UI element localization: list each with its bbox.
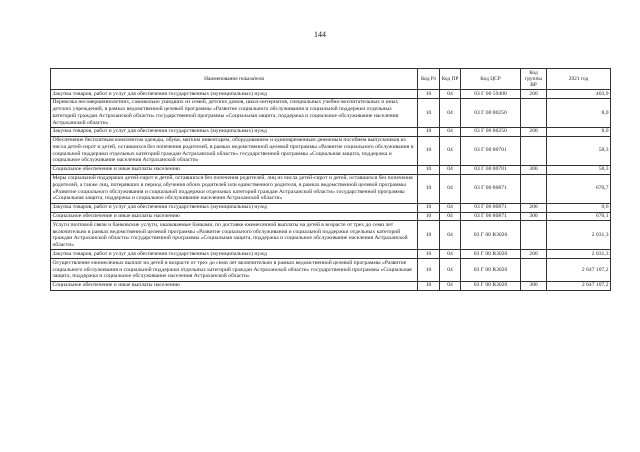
- row-name: Услуги почтовой связи и банковские услуги, оказываемые банками, по доставке ежемесячной выплаты на детей в возрасте от трех до семи лет включительно в рамках ведомственной целевой программы «Развитие социального обслуживания и социальной поддержки отдельных категорий граждан Астраханской области» государственной программы «Социальная защита, поддержка и социальное обслуживание населения Астраханской области»: [51, 221, 418, 250]
- row-vr: [521, 174, 547, 203]
- row-name: Социальное обеспечение и иные выплаты населению: [51, 165, 418, 174]
- row-csr: 03 Г 00 80871: [461, 174, 521, 203]
- row-name: Закупка товаров, работ и услуг для обеспечения государственных (муниципальных) нужд: [51, 127, 418, 136]
- table-row: [51, 136, 611, 165]
- table-row: [51, 221, 611, 250]
- budget-table: [50, 68, 611, 291]
- row-rz: 10: [418, 250, 440, 259]
- row-pr: 04: [440, 174, 461, 203]
- row-rz: 10: [418, 212, 440, 221]
- header-vr: Код группы ВР: [521, 69, 547, 90]
- row-csr: 03 Г 00 R3020: [461, 259, 521, 281]
- table-row: [51, 127, 611, 136]
- row-csr: 03 Г 00 R3020: [461, 281, 521, 290]
- row-csr: 03 Г 00 59400: [461, 90, 521, 99]
- row-amount: 58,3: [547, 165, 611, 174]
- row-csr: 03 Г 00 80871: [461, 203, 521, 212]
- row-vr: 300: [521, 281, 547, 290]
- row-pr: 04: [440, 136, 461, 165]
- row-name: Социальное обеспечение и иные выплаты населению: [51, 212, 418, 221]
- table-header-row: [51, 69, 611, 90]
- row-vr: 200: [521, 127, 547, 136]
- row-csr: 03 Г 00 80701: [461, 136, 521, 165]
- row-vr: 300: [521, 165, 547, 174]
- row-name: Осуществление ежемесячных выплат на детей в возрасте от трех до семи лет включительно в рамках ведомственной целевой программы «Развитие социального обслуживания и социальной поддержки отдельных категорий граждан Астраханской области» государственной программы «Социальная защита, поддержка и социальное обслуживание населения Астраханской области»: [51, 259, 418, 281]
- row-csr: 03 Г 00 80250: [461, 127, 521, 136]
- row-rz: 10: [418, 203, 440, 212]
- row-amount: 670,7: [547, 174, 611, 203]
- row-vr: [521, 136, 547, 165]
- row-csr: 03 Г 00 R3020: [461, 250, 521, 259]
- row-name: Меры социальной поддержки детей-сирот и детей, оставшихся без попечения родителей, лиц из числа детей-сирот и детей, оставшихся без попечения родителей, а также лиц, потерявших в период обучения обоих родителей или единственного родителя, в рамках ведомственной целевой программы «Развитие социального обслуживания и социальной поддержки отдельных категорий граждан Астраханской области» государственной программы «Социальная защита, поддержка и социальное обслуживание населения Астраханской области»: [51, 174, 418, 203]
- row-amount: 58,3: [547, 136, 611, 165]
- row-rz: 10: [418, 174, 440, 203]
- row-vr: [521, 221, 547, 250]
- header-name: Наименование показателя: [51, 69, 418, 90]
- row-vr: 200: [521, 90, 547, 99]
- row-name: Закупка товаров, работ и услуг для обеспечения государственных (муниципальных) нужд: [51, 203, 418, 212]
- row-pr: 04: [440, 212, 461, 221]
- row-pr: 04: [440, 127, 461, 136]
- row-rz: 10: [418, 136, 440, 165]
- row-pr: 04: [440, 90, 461, 99]
- row-amount: 0,6: [547, 203, 611, 212]
- header-year: 2021 год: [547, 69, 611, 90]
- table-row: [51, 250, 611, 259]
- row-csr: 03 Г 00 80250: [461, 98, 521, 127]
- row-pr: 04: [440, 221, 461, 250]
- row-pr: 04: [440, 165, 461, 174]
- row-csr: 03 Г 00 80701: [461, 165, 521, 174]
- row-pr: 04: [440, 250, 461, 259]
- row-name: Закупка товаров, работ и услуг для обеспечения государственных (муниципальных) нужд: [51, 250, 418, 259]
- row-rz: 10: [418, 127, 440, 136]
- row-name: Закупка товаров, работ и услуг для обеспечения государственных (муниципальных) нужд: [51, 90, 418, 99]
- page-number: 144: [314, 30, 326, 39]
- row-rz: 10: [418, 90, 440, 99]
- row-amount: 670,1: [547, 212, 611, 221]
- header-rz: Код Рз: [418, 69, 440, 90]
- row-amount: 2 031,3: [547, 250, 611, 259]
- table-row: [51, 281, 611, 290]
- row-pr: 04: [440, 203, 461, 212]
- row-name: Перевозка несовершеннолетних, самовольно ушедших из семей, детских домов, школ-интернатов, специальных учебно-воспитательных и иных детских учреждений, в рамках ведомственной целевой программы «Развитие социального обслуживания и социальной поддержки отдельных категорий граждан Астраханской области» государственной программы «Социальная защита, поддержка и социальное обслуживание населения Астраханской области»: [51, 98, 418, 127]
- row-amount: 2 647 107,2: [547, 281, 611, 290]
- row-vr: 200: [521, 250, 547, 259]
- header-csr: Код ЦСР: [461, 69, 521, 90]
- row-amount: 2 031,3: [547, 221, 611, 250]
- row-amount: 8,0: [547, 98, 611, 127]
- table-row: [51, 90, 611, 99]
- row-csr: 03 Г 00 80871: [461, 212, 521, 221]
- row-rz: 10: [418, 98, 440, 127]
- row-rz: 10: [418, 221, 440, 250]
- table-row: [51, 174, 611, 203]
- row-pr: 04: [440, 281, 461, 290]
- header-pr: Код ПР: [440, 69, 461, 90]
- row-amount: 2 647 107,2: [547, 259, 611, 281]
- row-vr: 200: [521, 203, 547, 212]
- row-amount: 403,9: [547, 90, 611, 99]
- table-row: [51, 212, 611, 221]
- row-rz: 10: [418, 259, 440, 281]
- row-name: Обеспечение бесплатным комплектом одежды, обуви, мягким инвентарем, оборудованием и единовременным денежным пособием выпускников из числа детей-сирот и детей, оставшихся без попечения родителей, в рамках ведомственной целевой программы «Развитие социального обслуживания и социальной поддержки отдельных категорий граждан Астраханской области» государственной программы «Социальная защита, поддержка и социальное обслуживание населения Астраханской области»: [51, 136, 418, 165]
- table-row: [51, 165, 611, 174]
- row-csr: 03 Г 00 R3020: [461, 221, 521, 250]
- row-pr: 04: [440, 98, 461, 127]
- row-rz: 10: [418, 165, 440, 174]
- table-row: [51, 98, 611, 127]
- row-amount: 8,0: [547, 127, 611, 136]
- row-vr: [521, 259, 547, 281]
- row-rz: 10: [418, 281, 440, 290]
- table-row: [51, 203, 611, 212]
- row-pr: 04: [440, 259, 461, 281]
- row-vr: 300: [521, 212, 547, 221]
- row-name: Социальное обеспечение и иные выплаты населению: [51, 281, 418, 290]
- table-row: [51, 259, 611, 281]
- row-vr: [521, 98, 547, 127]
